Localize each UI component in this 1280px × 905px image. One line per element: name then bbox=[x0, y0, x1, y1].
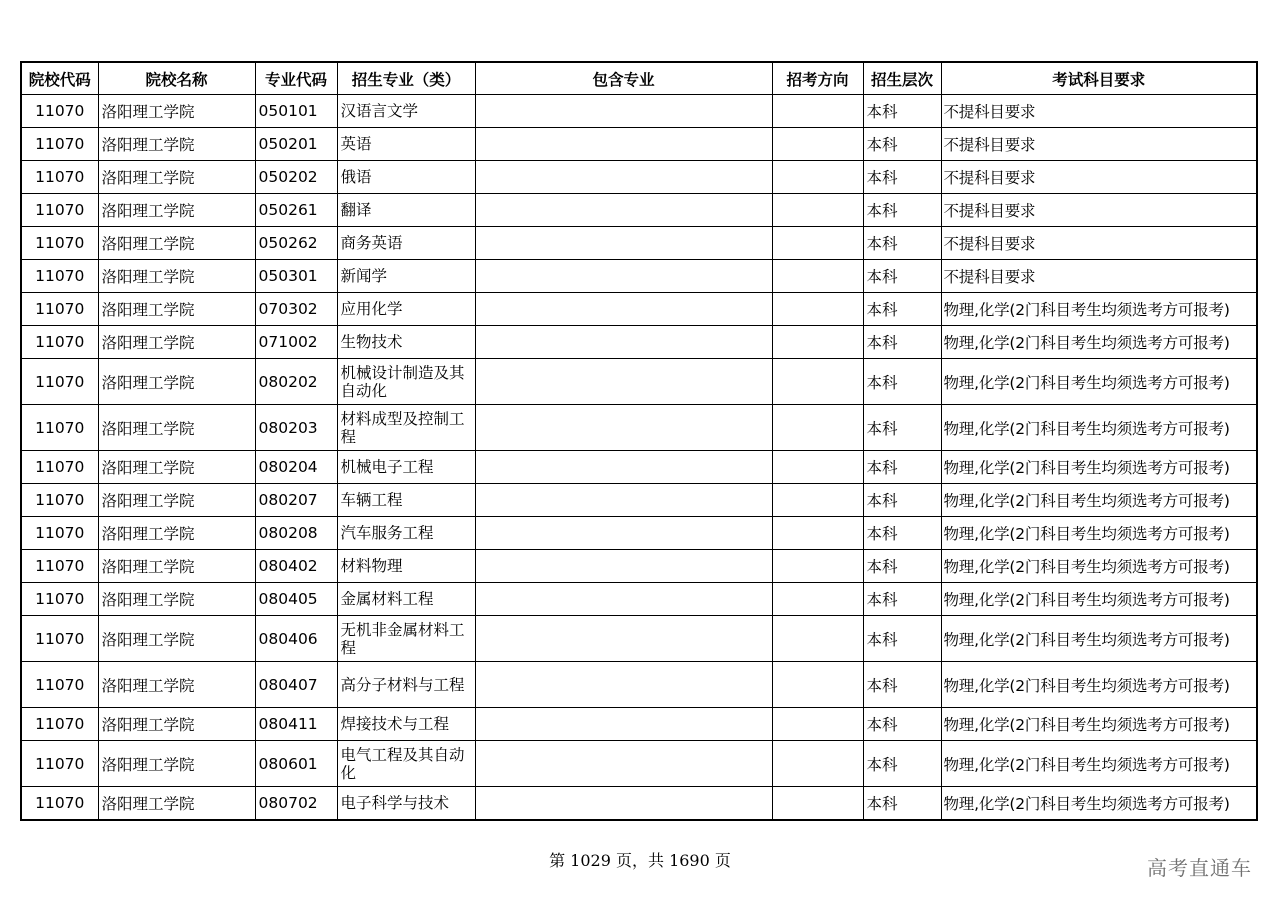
table-row bbox=[21, 95, 1257, 128]
header-school-code: 院校代码 bbox=[21, 62, 98, 95]
cell-requirement: 物理,化学(2门科目考生均须选考方可报考) bbox=[941, 517, 1257, 550]
cell-requirement: 物理,化学(2门科目考生均须选考方可报考) bbox=[941, 550, 1257, 583]
cell-major: 生物技术 bbox=[337, 326, 475, 359]
header-level: 招生层次 bbox=[863, 62, 941, 95]
cell-requirement: 物理,化学(2门科目考生均须选考方可报考) bbox=[941, 787, 1257, 821]
cell-included-majors bbox=[475, 517, 772, 550]
cell-major-code: 050261 bbox=[255, 194, 337, 227]
table-row bbox=[21, 405, 1257, 451]
cell-major: 焊接技术与工程 bbox=[337, 708, 475, 741]
cell-school-name: 洛阳理工学院 bbox=[98, 405, 255, 451]
cell-school-name: 洛阳理工学院 bbox=[98, 293, 255, 326]
cell-included-majors bbox=[475, 227, 772, 260]
cell-major-code: 080411 bbox=[255, 708, 337, 741]
cell-major-code: 050201 bbox=[255, 128, 337, 161]
cell-included-majors bbox=[475, 484, 772, 517]
cell-major-code: 070302 bbox=[255, 293, 337, 326]
cell-requirement: 不提科目要求 bbox=[941, 260, 1257, 293]
cell-school-code: 11070 bbox=[21, 161, 98, 194]
cell-school-code: 11070 bbox=[21, 616, 98, 662]
cell-school-code: 11070 bbox=[21, 583, 98, 616]
cell-level: 本科 bbox=[863, 359, 941, 405]
cell-school-code: 11070 bbox=[21, 451, 98, 484]
cell-requirement: 物理,化学(2门科目考生均须选考方可报考) bbox=[941, 741, 1257, 787]
cell-school-name: 洛阳理工学院 bbox=[98, 708, 255, 741]
cell-requirement: 物理,化学(2门科目考生均须选考方可报考) bbox=[941, 359, 1257, 405]
cell-included-majors bbox=[475, 161, 772, 194]
cell-level: 本科 bbox=[863, 293, 941, 326]
cell-direction bbox=[772, 326, 863, 359]
cell-level: 本科 bbox=[863, 326, 941, 359]
cell-school-name: 洛阳理工学院 bbox=[98, 359, 255, 405]
table-row bbox=[21, 708, 1257, 741]
cell-major: 新闻学 bbox=[337, 260, 475, 293]
cell-major: 商务英语 bbox=[337, 227, 475, 260]
cell-major: 电子科学与技术 bbox=[337, 787, 475, 821]
cell-major: 车辆工程 bbox=[337, 484, 475, 517]
table-row bbox=[21, 359, 1257, 405]
cell-major: 英语 bbox=[337, 128, 475, 161]
cell-included-majors bbox=[475, 293, 772, 326]
page-number: 第 1029 页，共 1690 页 bbox=[549, 851, 731, 870]
cell-level: 本科 bbox=[863, 405, 941, 451]
cell-level: 本科 bbox=[863, 741, 941, 787]
cell-requirement: 物理,化学(2门科目考生均须选考方可报考) bbox=[941, 662, 1257, 708]
cell-direction bbox=[772, 260, 863, 293]
cell-included-majors bbox=[475, 451, 772, 484]
cell-school-code: 11070 bbox=[21, 227, 98, 260]
cell-direction bbox=[772, 451, 863, 484]
header-row bbox=[21, 62, 1257, 95]
cell-included-majors bbox=[475, 405, 772, 451]
cell-major: 机械电子工程 bbox=[337, 451, 475, 484]
cell-school-code: 11070 bbox=[21, 95, 98, 128]
cell-included-majors bbox=[475, 550, 772, 583]
table-row bbox=[21, 583, 1257, 616]
cell-major-code: 080204 bbox=[255, 451, 337, 484]
cell-level: 本科 bbox=[863, 583, 941, 616]
cell-requirement: 不提科目要求 bbox=[941, 227, 1257, 260]
cell-major-code: 050101 bbox=[255, 95, 337, 128]
cell-school-code: 11070 bbox=[21, 708, 98, 741]
cell-major: 高分子材料与工程 bbox=[337, 662, 475, 708]
header-direction: 招考方向 bbox=[772, 62, 863, 95]
cell-level: 本科 bbox=[863, 260, 941, 293]
cell-school-code: 11070 bbox=[21, 326, 98, 359]
table-row bbox=[21, 484, 1257, 517]
cell-major-code: 050202 bbox=[255, 161, 337, 194]
table-row bbox=[21, 194, 1257, 227]
cell-included-majors bbox=[475, 95, 772, 128]
cell-direction bbox=[772, 128, 863, 161]
cell-school-name: 洛阳理工学院 bbox=[98, 161, 255, 194]
table-row bbox=[21, 662, 1257, 708]
header-included-majors: 包含专业 bbox=[475, 62, 772, 95]
cell-included-majors bbox=[475, 194, 772, 227]
cell-level: 本科 bbox=[863, 128, 941, 161]
cell-direction bbox=[772, 517, 863, 550]
cell-major: 材料物理 bbox=[337, 550, 475, 583]
table-row bbox=[21, 741, 1257, 787]
header-school-name: 院校名称 bbox=[98, 62, 255, 95]
cell-school-code: 11070 bbox=[21, 787, 98, 821]
cell-school-name: 洛阳理工学院 bbox=[98, 260, 255, 293]
cell-direction bbox=[772, 359, 863, 405]
document-sheet bbox=[20, 61, 1256, 821]
cell-requirement: 不提科目要求 bbox=[941, 194, 1257, 227]
table-body bbox=[21, 95, 1257, 821]
cell-school-name: 洛阳理工学院 bbox=[98, 741, 255, 787]
cell-school-code: 11070 bbox=[21, 260, 98, 293]
table-row bbox=[21, 260, 1257, 293]
cell-school-name: 洛阳理工学院 bbox=[98, 616, 255, 662]
cell-direction bbox=[772, 484, 863, 517]
cell-school-code: 11070 bbox=[21, 405, 98, 451]
cell-requirement: 物理,化学(2门科目考生均须选考方可报考) bbox=[941, 326, 1257, 359]
cell-major-code: 080203 bbox=[255, 405, 337, 451]
cell-level: 本科 bbox=[863, 95, 941, 128]
cell-requirement: 物理,化学(2门科目考生均须选考方可报考) bbox=[941, 583, 1257, 616]
cell-requirement: 物理,化学(2门科目考生均须选考方可报考) bbox=[941, 484, 1257, 517]
cell-school-name: 洛阳理工学院 bbox=[98, 484, 255, 517]
cell-level: 本科 bbox=[863, 451, 941, 484]
cell-included-majors bbox=[475, 787, 772, 821]
cell-major-code: 080702 bbox=[255, 787, 337, 821]
table-row bbox=[21, 128, 1257, 161]
cell-school-name: 洛阳理工学院 bbox=[98, 550, 255, 583]
cell-level: 本科 bbox=[863, 662, 941, 708]
cell-major: 材料成型及控制工程 bbox=[337, 405, 475, 451]
cell-requirement: 不提科目要求 bbox=[941, 95, 1257, 128]
cell-major-code: 080405 bbox=[255, 583, 337, 616]
cell-school-code: 11070 bbox=[21, 741, 98, 787]
cell-school-name: 洛阳理工学院 bbox=[98, 662, 255, 708]
cell-included-majors bbox=[475, 260, 772, 293]
cell-major-code: 050262 bbox=[255, 227, 337, 260]
cell-included-majors bbox=[475, 708, 772, 741]
cell-direction bbox=[772, 662, 863, 708]
cell-school-code: 11070 bbox=[21, 517, 98, 550]
cell-requirement: 不提科目要求 bbox=[941, 161, 1257, 194]
cell-level: 本科 bbox=[863, 787, 941, 821]
cell-direction bbox=[772, 583, 863, 616]
table-row bbox=[21, 161, 1257, 194]
cell-included-majors bbox=[475, 741, 772, 787]
cell-school-code: 11070 bbox=[21, 662, 98, 708]
enrollment-table bbox=[20, 61, 1258, 821]
table-row bbox=[21, 227, 1257, 260]
cell-requirement: 物理,化学(2门科目考生均须选考方可报考) bbox=[941, 616, 1257, 662]
table-row bbox=[21, 517, 1257, 550]
cell-major: 汽车服务工程 bbox=[337, 517, 475, 550]
cell-included-majors bbox=[475, 662, 772, 708]
table-row bbox=[21, 293, 1257, 326]
table-row bbox=[21, 451, 1257, 484]
cell-major-code: 080601 bbox=[255, 741, 337, 787]
cell-major: 电气工程及其自动化 bbox=[337, 741, 475, 787]
cell-included-majors bbox=[475, 616, 772, 662]
table-row bbox=[21, 616, 1257, 662]
cell-school-name: 洛阳理工学院 bbox=[98, 787, 255, 821]
cell-included-majors bbox=[475, 128, 772, 161]
cell-included-majors bbox=[475, 326, 772, 359]
cell-major: 机械设计制造及其自动化 bbox=[337, 359, 475, 405]
cell-level: 本科 bbox=[863, 517, 941, 550]
cell-school-name: 洛阳理工学院 bbox=[98, 583, 255, 616]
header-requirement: 考试科目要求 bbox=[941, 62, 1257, 95]
cell-school-name: 洛阳理工学院 bbox=[98, 194, 255, 227]
cell-requirement: 物理,化学(2门科目考生均须选考方可报考) bbox=[941, 451, 1257, 484]
cell-direction bbox=[772, 787, 863, 821]
cell-school-code: 11070 bbox=[21, 550, 98, 583]
cell-school-name: 洛阳理工学院 bbox=[98, 128, 255, 161]
cell-direction bbox=[772, 293, 863, 326]
cell-school-name: 洛阳理工学院 bbox=[98, 227, 255, 260]
cell-included-majors bbox=[475, 583, 772, 616]
cell-requirement: 不提科目要求 bbox=[941, 128, 1257, 161]
cell-level: 本科 bbox=[863, 484, 941, 517]
cell-school-code: 11070 bbox=[21, 484, 98, 517]
table-row bbox=[21, 550, 1257, 583]
cell-school-name: 洛阳理工学院 bbox=[98, 95, 255, 128]
cell-major-code: 071002 bbox=[255, 326, 337, 359]
cell-school-code: 11070 bbox=[21, 128, 98, 161]
cell-direction bbox=[772, 161, 863, 194]
cell-major-code: 050301 bbox=[255, 260, 337, 293]
cell-direction bbox=[772, 741, 863, 787]
cell-major-code: 080202 bbox=[255, 359, 337, 405]
cell-direction bbox=[772, 616, 863, 662]
cell-major: 汉语言文学 bbox=[337, 95, 475, 128]
cell-level: 本科 bbox=[863, 227, 941, 260]
cell-included-majors bbox=[475, 359, 772, 405]
cell-school-name: 洛阳理工学院 bbox=[98, 451, 255, 484]
cell-major: 俄语 bbox=[337, 161, 475, 194]
cell-level: 本科 bbox=[863, 616, 941, 662]
cell-school-code: 11070 bbox=[21, 194, 98, 227]
cell-school-code: 11070 bbox=[21, 293, 98, 326]
cell-major-code: 080406 bbox=[255, 616, 337, 662]
cell-major: 无机非金属材料工程 bbox=[337, 616, 475, 662]
table-row bbox=[21, 326, 1257, 359]
cell-requirement: 物理,化学(2门科目考生均须选考方可报考) bbox=[941, 293, 1257, 326]
cell-major-code: 080402 bbox=[255, 550, 337, 583]
cell-direction bbox=[772, 194, 863, 227]
header-major-code: 专业代码 bbox=[255, 62, 337, 95]
table-header bbox=[21, 62, 1257, 95]
cell-major-code: 080207 bbox=[255, 484, 337, 517]
cell-major: 翻译 bbox=[337, 194, 475, 227]
cell-major: 应用化学 bbox=[337, 293, 475, 326]
cell-direction bbox=[772, 95, 863, 128]
cell-school-name: 洛阳理工学院 bbox=[98, 517, 255, 550]
cell-level: 本科 bbox=[863, 194, 941, 227]
cell-level: 本科 bbox=[863, 550, 941, 583]
cell-requirement: 物理,化学(2门科目考生均须选考方可报考) bbox=[941, 405, 1257, 451]
cell-level: 本科 bbox=[863, 161, 941, 194]
header-major: 招生专业（类） bbox=[337, 62, 475, 95]
cell-requirement: 物理,化学(2门科目考生均须选考方可报考) bbox=[941, 708, 1257, 741]
cell-level: 本科 bbox=[863, 708, 941, 741]
table-row bbox=[21, 787, 1257, 821]
cell-direction bbox=[772, 550, 863, 583]
cell-school-name: 洛阳理工学院 bbox=[98, 326, 255, 359]
cell-major-code: 080407 bbox=[255, 662, 337, 708]
cell-major-code: 080208 bbox=[255, 517, 337, 550]
cell-direction bbox=[772, 708, 863, 741]
watermark-text: 高考直通车 bbox=[1147, 856, 1252, 880]
cell-major: 金属材料工程 bbox=[337, 583, 475, 616]
cell-direction bbox=[772, 227, 863, 260]
cell-direction bbox=[772, 405, 863, 451]
cell-school-code: 11070 bbox=[21, 359, 98, 405]
